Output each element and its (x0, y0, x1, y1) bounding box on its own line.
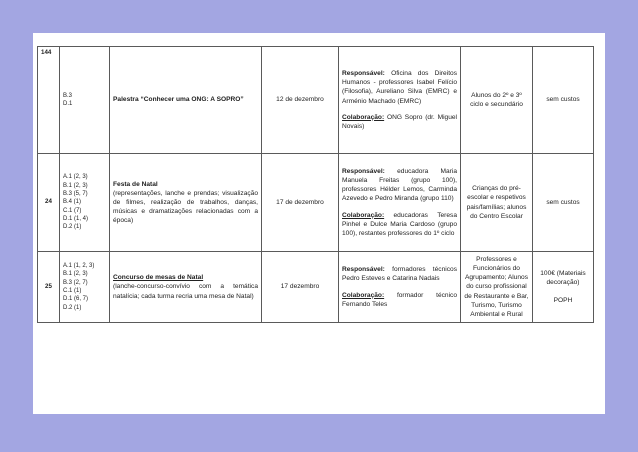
cost-funding: POPH (553, 296, 573, 304)
colaboracao-label: Colaboração: (342, 113, 385, 121)
colaboracao-text: ONG Sopro (dr. Miguel Novais) (342, 113, 457, 130)
activity-cell (110, 154, 262, 252)
objective-codes (60, 154, 110, 252)
objective-code: C.1 (1) (63, 288, 82, 294)
objective-code: B.3 (63, 92, 73, 99)
objective-code: D.2 (1) (63, 304, 82, 311)
responsavel-label: Responsável: (342, 70, 385, 78)
objective-code: B.1 (2, 3) (63, 182, 88, 189)
cost-amount: 100€ (Materiais decoração) (540, 270, 586, 287)
colaboracao-text: formador técnico Fernando Teles (342, 291, 457, 308)
objective-code: B.3 (2, 7) (63, 279, 88, 286)
activity-number: 144 (38, 47, 60, 154)
activity-cost: sem custos (533, 47, 594, 154)
activity-cell (110, 47, 262, 154)
objective-code: B.1 (2, 3) (63, 271, 88, 278)
responsavel-label: Responsável: (342, 266, 385, 274)
colaboracao-text: educadoras Teresa Pinhel e Dulce Maria Cardoso (grupo 100), restantes professores do 1º ciclo (342, 211, 457, 237)
objective-codes (60, 47, 110, 154)
document-page (33, 33, 605, 414)
responsavel-label: Responsável: (342, 168, 385, 176)
activity-cost: sem custos (533, 154, 594, 252)
responsibles-cell (339, 154, 461, 252)
objective-code: B.3 (5, 7) (63, 190, 88, 197)
activity-number: 25 (38, 252, 60, 323)
objective-code: D.1 (6, 7) (63, 296, 89, 303)
objective-code: A.1 (2, 3) (63, 174, 88, 181)
table-row (38, 154, 594, 252)
activity-date: 17 dezembro (262, 252, 339, 323)
activities-table (37, 46, 594, 323)
objective-code: A.1 (1, 2, 3) (63, 262, 95, 269)
colaboracao-label: Colaboração: (342, 291, 385, 299)
objective-code: D.1 (1, 4) (63, 216, 89, 223)
activity-title: Festa de Natal (113, 180, 158, 188)
objective-code: C.1 (7) (63, 207, 82, 214)
activity-number: 24 (38, 154, 60, 252)
table-row (38, 47, 594, 154)
activity-title: Palestra “Conhecer uma ONG: A SOPRO” (113, 96, 244, 104)
activity-cost (533, 252, 594, 323)
objective-code: B.4 (1) (63, 199, 82, 206)
activity-date: 12 de dezembro (262, 47, 339, 154)
activity-cell (110, 252, 262, 323)
activity-title: Concurso de mesas de Natal (113, 274, 204, 282)
responsibles-cell (339, 47, 461, 154)
objective-code: D.1 (63, 101, 73, 107)
responsavel-text: formadores técnicos Pedro Esteves e Catarina Nadais (342, 266, 457, 283)
activity-date: 17 de dezembro (262, 154, 339, 252)
target-audience: Crianças do pré-escolar e respetivos pais/famílias; alunos do Centro Escolar (461, 154, 533, 252)
activity-description: (lanche-concurso-convívio com a temática natalícia; cada turma recria uma mesa de Natal) (113, 283, 258, 300)
objective-code: D.2 (1) (63, 224, 82, 231)
activity-description: (representações, lanche e prendas; visualização de filmes, realização de trabalhos, danças, músicas e dramatizações relacionadas com a época) (113, 189, 258, 225)
colaboracao-label: Colaboração: (342, 211, 385, 219)
target-audience: Alunos do 2º e 3º ciclo e secundário (461, 47, 533, 154)
responsavel-text: Oficina dos Direitos Humanos - professores Isabel Felício (Filosofia), Aureliano Silva (EMRC) e Arménio Machado (EMRC) (342, 70, 457, 105)
objective-codes (60, 252, 110, 323)
target-audience: Professores e Funcionários do Agrupamento; Alunos do curso profissional de Restaurante e Bar, Turismo, Turismo Ambiental e Rural (461, 252, 533, 323)
responsibles-cell (339, 252, 461, 323)
table-row (38, 252, 594, 323)
responsavel-text: educadora Maria Manuela Freitas (grupo 100), professores Hélder Lemos, Carminda Azevedo e Pedro Miranda (grupo 110) (342, 168, 457, 203)
